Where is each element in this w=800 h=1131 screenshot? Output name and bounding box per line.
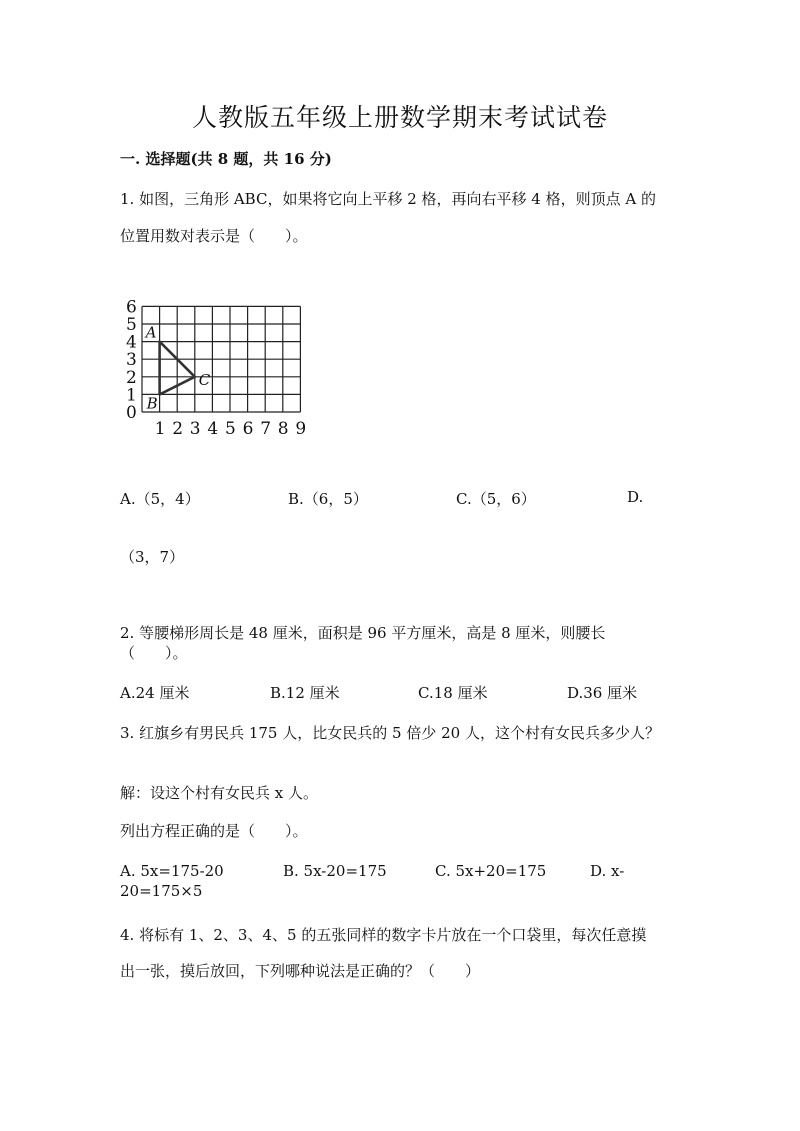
y-tick-label: 6 (126, 297, 137, 318)
q3-option-a[interactable]: A. 5x=175-20 (120, 862, 224, 880)
vertex-label-b: B (146, 394, 158, 413)
x-tick-label: 1 (154, 419, 166, 439)
q1-option-d-wrap[interactable]: （3，7） (120, 548, 185, 566)
q3-option-b[interactable]: B. 5x-20=175 (283, 862, 387, 880)
q1-option-d[interactable]: D. (627, 488, 644, 506)
section-heading: 一. 选择题(共 8 题，共 16 分) (120, 150, 332, 168)
x-tick-label: 7 (260, 419, 272, 439)
x-tick-label: 9 (295, 419, 307, 439)
q3-option-d-wrap[interactable]: 20=175×5 (120, 882, 203, 900)
q3-line2: 解：设这个村有女民兵 x 人。 (120, 784, 318, 802)
coordinate-grid-figure (118, 278, 318, 448)
q2-option-c[interactable]: C.18 厘米 (418, 684, 488, 702)
y-tick-label: 1 (126, 385, 137, 406)
x-tick-label: 3 (189, 419, 201, 439)
q2-option-b[interactable]: B.12 厘米 (270, 684, 340, 702)
y-tick-label: 0 (126, 403, 137, 423)
q2-line1: 2. 等腰梯形周长是 48 厘米，面积是 96 平方厘米，高是 8 厘米，则腰长 (120, 624, 606, 642)
y-tick-label: 4 (126, 332, 137, 353)
q2-option-a[interactable]: A.24 厘米 (120, 684, 190, 702)
y-tick-label: 3 (126, 350, 137, 371)
y-tick-label: 5 (126, 315, 137, 335)
vertex-label-a: A (145, 323, 157, 342)
q3-line3: 列出方程正确的是（ ）。 (120, 822, 308, 840)
q4-line1: 4. 将标有 1、2、3、4、5 的五张同样的数字卡片放在一个口袋里，每次任意摸 (120, 926, 647, 944)
q1-line2: 位置用数对表示是（ ）。 (120, 227, 308, 245)
q3-option-c[interactable]: C. 5x+20=175 (435, 862, 547, 880)
q1-line1: 1. 如图，三角形 ABC，如果将它向上平移 2 格，再向右平移 4 格，则顶点 A 的 (120, 190, 656, 208)
q1-option-a[interactable]: A.（5，4） (120, 490, 200, 508)
q2-line2: （ ）。 (120, 644, 188, 662)
page-title: 人教版五年级上册数学期末考试试卷 (191, 103, 608, 132)
q3-line1: 3. 红旗乡有男民兵 175 人，比女民兵的 5 倍少 20 人，这个村有女民兵多少人？ (120, 724, 660, 742)
vertex-label-c: C (198, 370, 211, 389)
x-tick-label: 2 (172, 419, 184, 439)
q1-option-c[interactable]: C.（5，6） (456, 490, 536, 508)
x-tick-label: 4 (207, 419, 219, 439)
q4-line2: 出一张，摸后放回，下列哪种说法是正确的？（ ） (120, 962, 481, 980)
x-tick-label: 5 (225, 419, 236, 439)
y-tick-label: 2 (126, 367, 137, 388)
q3-option-d[interactable]: D. x- (590, 862, 625, 880)
x-tick-label: 6 (242, 419, 254, 439)
q1-option-b[interactable]: B.（6，5） (288, 490, 368, 508)
x-tick-label: 8 (277, 419, 289, 439)
q2-option-d[interactable]: D.36 厘米 (567, 684, 638, 702)
